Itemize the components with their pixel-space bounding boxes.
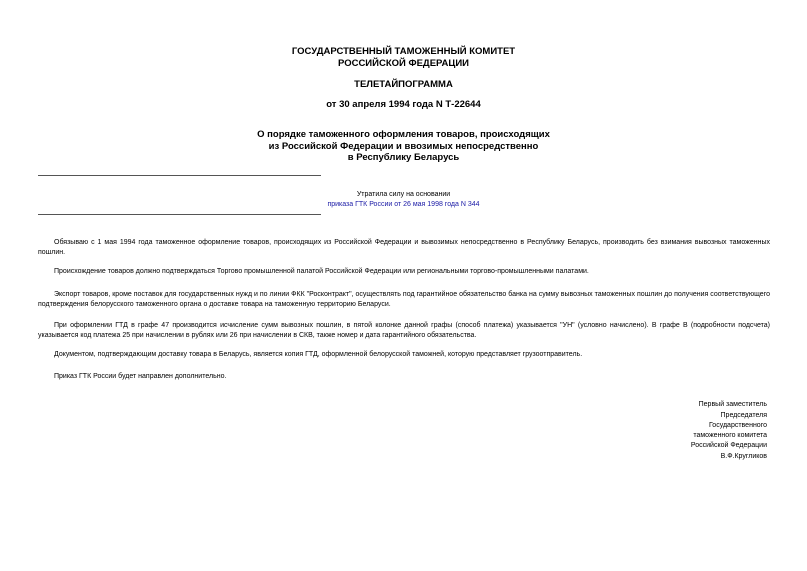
body-paragraph: Экспорт товаров, кроме поставок для государственных нужд и по линии ФКК "Росконтракт", осуществлять под гарантийное обязательство банка на сумму вывозных таможенных пошлин до получения соответствующего подтверждения белорусского таможенного органа о доставке товара на таможенную территорию Беларуси. [38,291,770,308]
document-subject-line-3: в Республику Беларусь [347,152,460,163]
signatory-position-line-2: Председателя [720,412,767,419]
signatory-position-line-3: Государственного [708,422,767,429]
status-note: Утратила силу на основании [356,191,451,198]
divider-top [38,175,321,176]
signatory-position-line-4: таможенного комитета [693,432,767,439]
issuer-name-line-2: РОССИЙСКОЙ ФЕДЕРАЦИИ [337,58,469,69]
signatory-name: В.Ф.Кругликов [720,453,767,460]
issuer-name-line-1: ГОСУДАРСТВЕННЫЙ ТАМОЖЕННЫЙ КОМИТЕТ [291,46,516,57]
repeal-order-link[interactable]: приказа ГТК России от 26 мая 1998 года N 344 [327,201,480,208]
divider-bottom [38,214,321,215]
body-paragraph: Обязываю с 1 мая 1994 года таможенное оформление товаров, происходящих из Российской Федерации и вывозимых непосредственно в Республику Беларусь, производить без взимания вывозных таможенных пошлин. [38,239,770,256]
body-paragraph: Документом, подтверждающим доставку товара в Беларусь, является копия ГТД, оформленной белорусской таможней, которую представляет грузоотправитель. [54,351,583,358]
document-subject-line-1: О порядке таможенного оформления товаров, происходящих [257,129,550,140]
document-date-number: от 30 апреля 1994 года N Т-22644 [326,99,481,110]
signatory-position-line-1: Первый заместитель [698,401,767,408]
body-paragraph: Приказ ГТК России будет направлен дополнительно. [54,373,227,380]
body-paragraph: Происхождение товаров должно подтверждаться Торгово промышленной палатой Российской Федерации или региональными торгово-промышленными палатами. [54,268,589,275]
signatory-position-line-5: Российской Федерации [690,442,767,449]
document-type: ТЕЛЕТАЙПОГРАММА [354,79,453,90]
document-subject-line-2: из Российской Федерации и ввозимых непосредственно [268,141,539,152]
body-paragraph: При оформлении ГТД в графе 47 производится исчисление сумм вывозных пошлин, в пятой колонке данной графы (способ платежа) указывается "УН" (условно начислено). В графе В (подробности подсчета) указывается код платежа 25 при начислении в рублях или 26 при начислении в СКВ, также номер и дата гарантийного обязательства. [38,322,770,339]
